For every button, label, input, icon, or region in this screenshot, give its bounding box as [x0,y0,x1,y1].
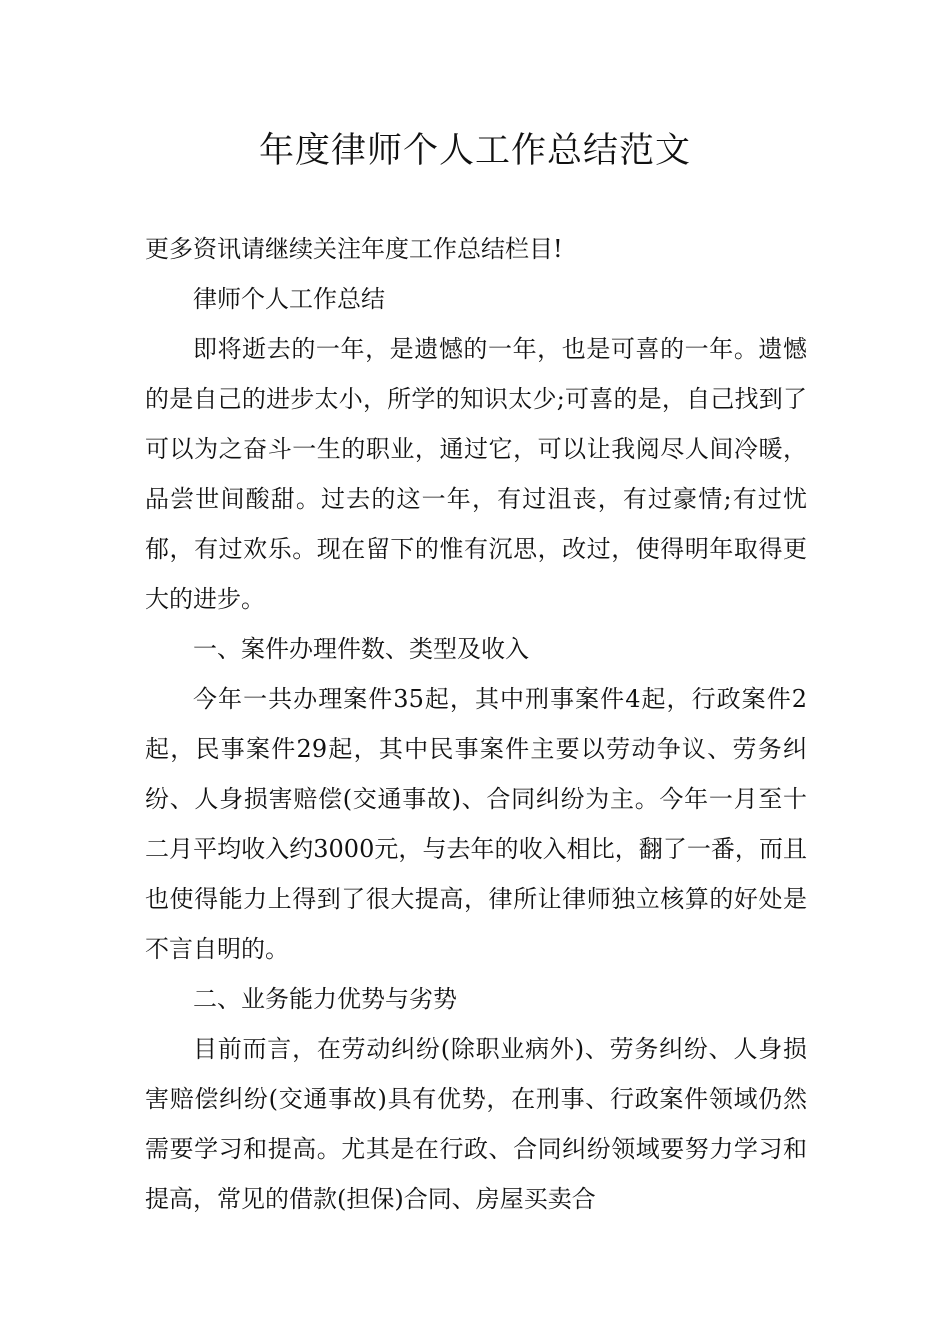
section-2-paragraph: 目前而言，在劳动纠纷(除职业病外)、劳务纠纷、人身损害赔偿纠纷(交通事故)具有优势，在刑事、行政案件领域仍然需要学习和提高。尤其是在行政、合同纠纷领域要努力学习和提高，常见的借款(担保)合同、房屋买卖合 [145,1035,807,1213]
section-heading-2: 二、业务能力优势与劣势 [193,985,457,1013]
document-title: 年度律师个人工作总结范文 [258,131,691,171]
intro-note-paragraph: 更多资讯请继续关注年度工作总结栏目! [145,235,563,263]
section-1-paragraph: 今年一共办理案件35起，其中刑事案件4起，行政案件2起，民事案件29起，其中民事案件主要以劳动争议、劳务纠纷、人身损害赔偿(交通事故)、合同纠纷为主。今年一月至十二月平均收入约3000元，与去年的收入相比，翻了一番，而且也使得能力上得到了很大提高，律所让律师独立核算的好处是不言自明的。 [145,685,807,963]
opening-paragraph: 即将逝去的一年，是遗憾的一年，也是可喜的一年。遗憾的是自己的进步太小，所学的知识太少;可喜的是，自己找到了可以为之奋斗一生的职业，通过它，可以让我阅尽人间冷暖，品尝世间酸甜。过去的这一年，有过沮丧，有过豪情;有过忧郁，有过欢乐。现在留下的惟有沉思，改过，使得明年取得更大的进步。 [145,335,807,613]
document-body [145,224,807,1224]
section-heading-1: 一、案件办理件数、类型及收入 [193,635,529,663]
subtitle-paragraph: 律师个人工作总结 [193,285,385,313]
